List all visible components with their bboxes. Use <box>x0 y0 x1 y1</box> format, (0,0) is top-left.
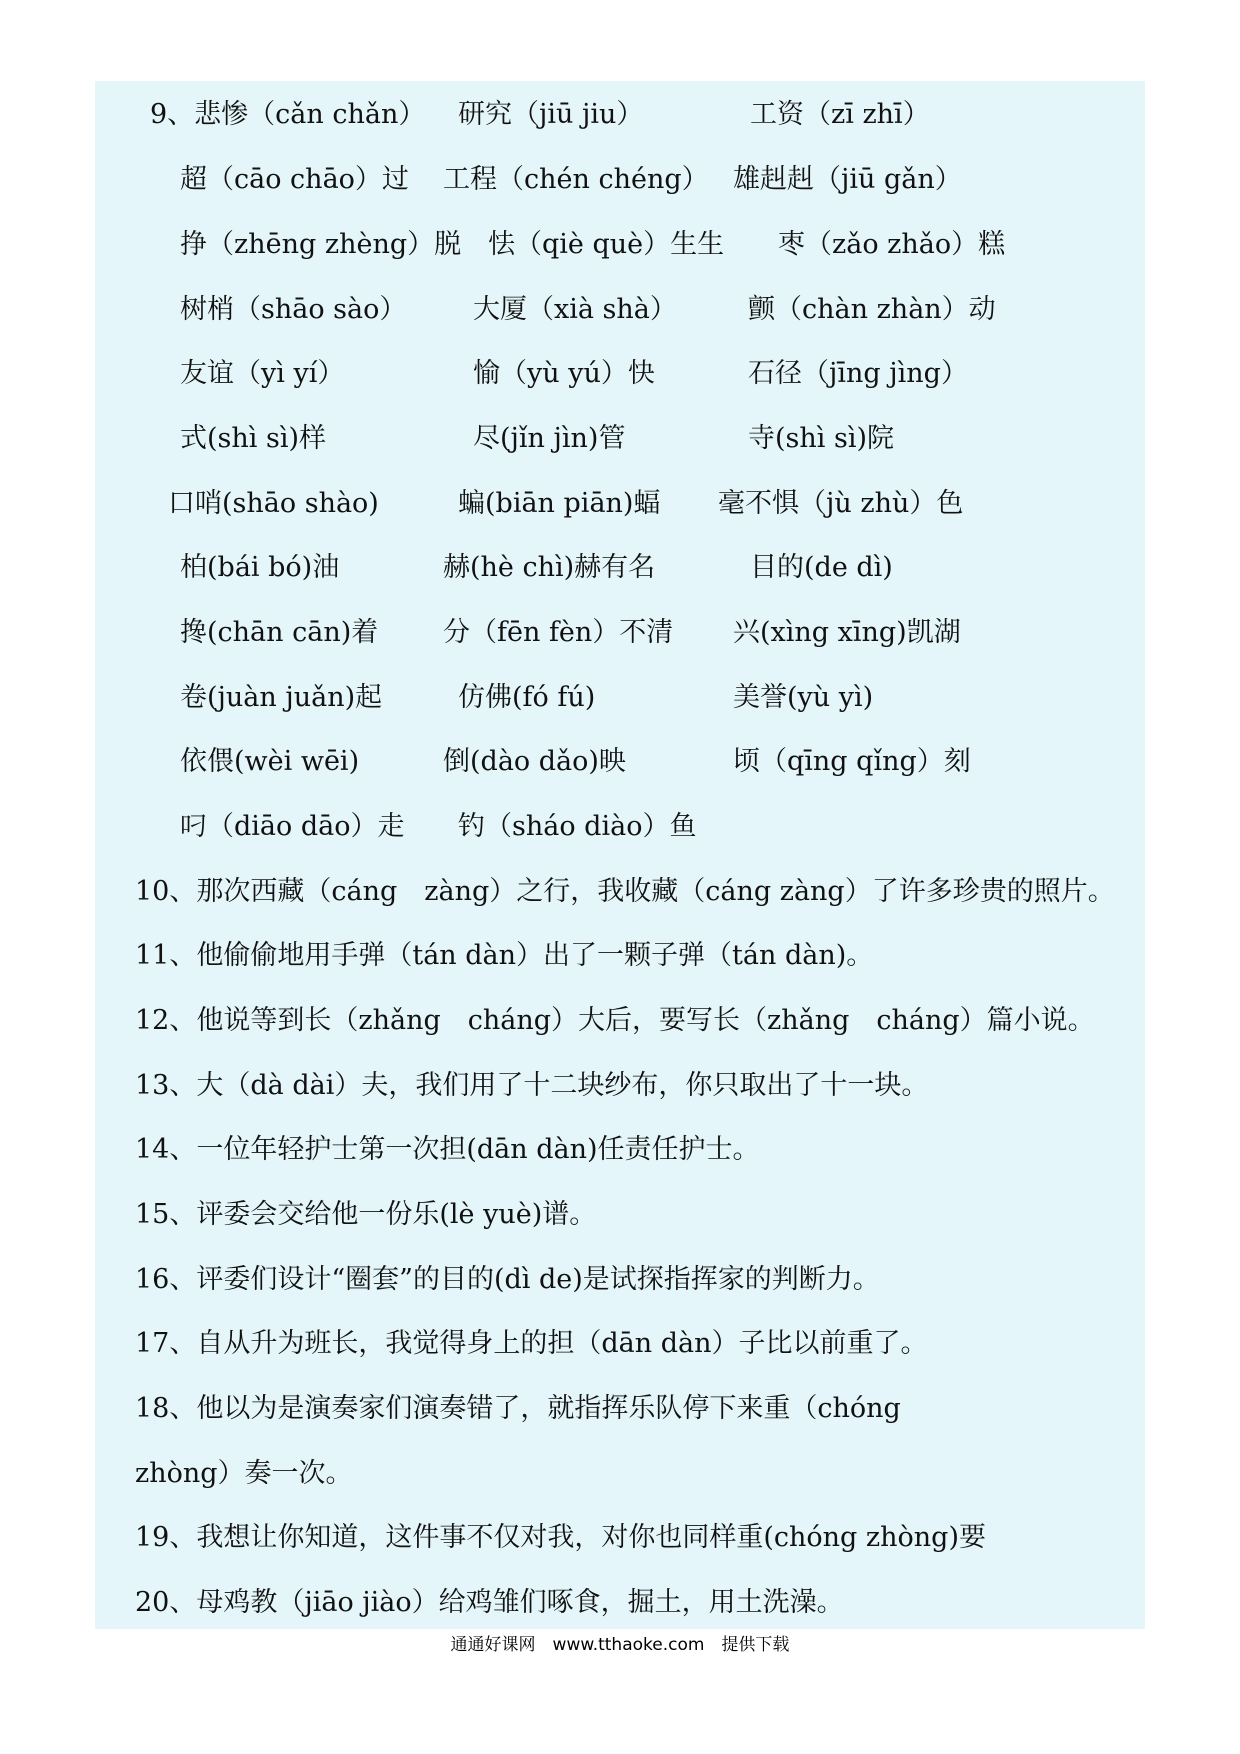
word-entry: 倒(dào dǎo)映 <box>443 746 626 777</box>
word-entry: 尽(jǐn jìn)管 <box>473 423 626 454</box>
sentence-line: 10、那次西藏（cáng zàng）之行，我收藏（cáng zàng）了许多珍贵的照片。 <box>135 876 1115 907</box>
word-entry: 叼（diāo dāo）走 <box>180 811 405 842</box>
sentence-line: zhòng）奏一次。 <box>135 1458 353 1489</box>
grid-row <box>0 484 1240 524</box>
sentence-line: 19、我想让你知道，这件事不仅对我，对你也同样重(chóng zhòng)要 <box>135 1522 986 1553</box>
grid-row <box>0 354 1240 394</box>
grid-row <box>0 548 1240 588</box>
word-entry: 毫不惧（jù zhù）色 <box>718 488 964 519</box>
sentence-line: 14、一位年轻护士第一次担(dān dàn)任责任护士。 <box>135 1134 760 1165</box>
grid-row <box>0 290 1240 330</box>
word-entry: 研究（jiū jiu） <box>458 99 644 130</box>
word-entry: 挣（zhēng zhèng）脱 <box>180 229 462 260</box>
word-entry: 超（cāo chāo）过 <box>180 164 409 195</box>
word-entry: 仿佛(fó fú) <box>458 682 596 713</box>
word-entry: 美誉(yù yì) <box>733 682 874 713</box>
word-entry: 友谊（yì yí） <box>180 358 345 389</box>
word-entry: 大厦（xià shà） <box>473 294 677 325</box>
word-entry: 颤（chàn zhàn）动 <box>748 294 996 325</box>
word-entry: 寺(shì sì)院 <box>748 423 895 454</box>
grid-row <box>0 160 1240 200</box>
sentence-line: 16、评委们设计“圈套”的目的(dì de)是试探指挥家的判断力。 <box>135 1264 880 1295</box>
word-entry: 搀(chān cān)着 <box>180 617 379 648</box>
sentence-line: 12、他说等到长（zhǎng cháng）大后，要写长（zhǎng cháng）篇小说。 <box>135 1005 1095 1036</box>
word-entry: 卷(juàn juǎn)起 <box>180 682 383 713</box>
word-entry: 愉（yù yú）快 <box>473 358 655 389</box>
word-entry: 目的(de dì) <box>750 552 893 583</box>
sentence-line: 17、自从升为班长，我觉得身上的担（dān dàn）子比以前重了。 <box>135 1328 928 1359</box>
grid-row <box>0 613 1240 653</box>
grid-row <box>0 225 1240 265</box>
word-entry: 工程（chén chéng） <box>443 164 709 195</box>
word-entry: 蝙(biān piān)蝠 <box>458 488 661 519</box>
word-entry: 依偎(wèi wēi) <box>180 746 360 777</box>
word-entry: 分（fēn fèn）不清 <box>443 617 674 648</box>
grid-row <box>0 807 1240 847</box>
word-entry: 式(shì sì)样 <box>180 423 327 454</box>
grid-row <box>0 95 1240 135</box>
page-footer: 通通好课网 www.tthaoke.com 提供下载 <box>450 1635 790 1655</box>
word-entry: 口哨(shāo shào) <box>168 488 379 519</box>
sentence-line: 13、大（dà dài）夫，我们用了十二块纱布，你只取出了十一块。 <box>135 1070 929 1101</box>
word-entry: 雄赳赳（jiū gǎn） <box>733 164 962 195</box>
word-entry: 石径（jīng jìng） <box>748 358 968 389</box>
word-entry: 怯（qiè què）生生 <box>488 229 725 260</box>
word-entry: 兴(xìng xīng)凯湖 <box>733 617 961 648</box>
grid-row <box>0 742 1240 782</box>
word-entry: 赫(hè chì)赫有名 <box>443 552 656 583</box>
grid-row <box>0 419 1240 459</box>
word-entry: 钓（sháo diào）鱼 <box>458 811 697 842</box>
word-entry: 工资（zī zhī） <box>750 99 930 130</box>
word-entry: 柏(bái bó)油 <box>180 552 340 583</box>
grid-row <box>0 678 1240 718</box>
word-entry: 树梢（shāo sào） <box>180 294 407 325</box>
word-entry: 枣（zǎo zhǎo）糕 <box>778 229 1006 260</box>
sentence-line: 18、他以为是演奏家们演奏错了，就指挥乐队停下来重（chóng <box>135 1393 901 1424</box>
word-entry: 9、悲惨（cǎn chǎn） <box>150 99 426 130</box>
sentence-line: 15、评委会交给他一份乐(lè yuè)谱。 <box>135 1199 597 1230</box>
word-entry: 顷（qīng qǐng）刻 <box>733 746 971 777</box>
sentence-line: 20、母鸡教（jiāo jiào）给鸡雏们啄食，掘土，用土洗澡。 <box>135 1587 844 1618</box>
sentence-line: 11、他偷偷地用手弹（tán dàn）出了一颗子弹（tán dàn)。 <box>135 940 874 971</box>
